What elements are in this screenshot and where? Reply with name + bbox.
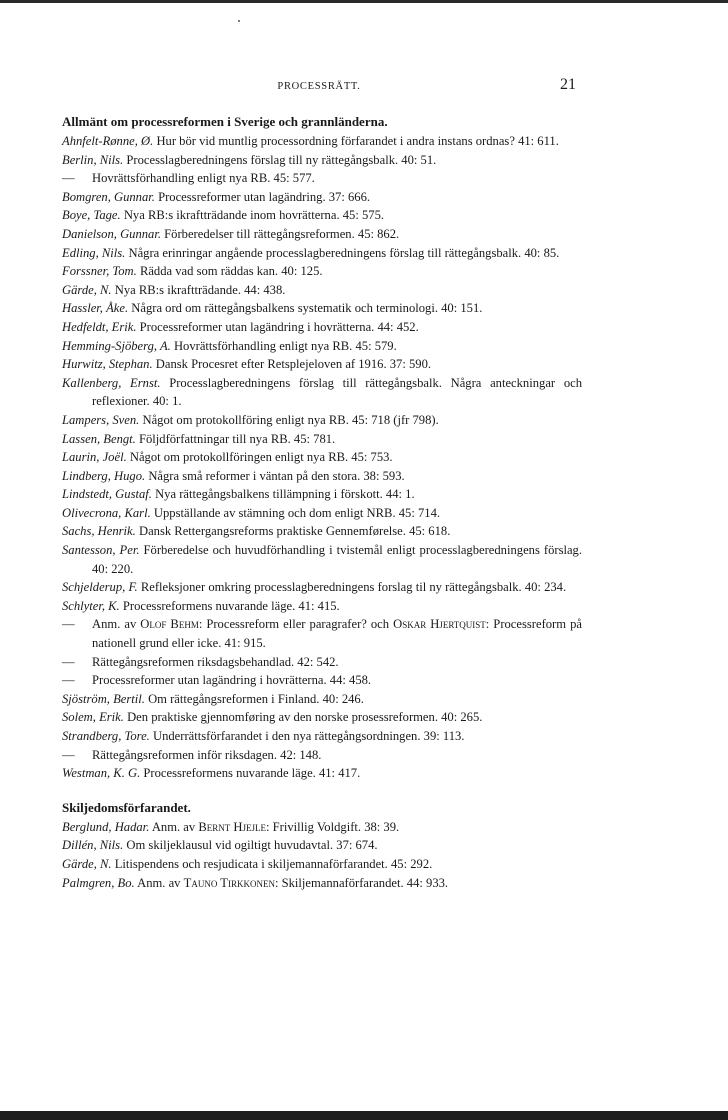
bibliography-entry — [62, 818, 582, 837]
entry-author: Berlin, Nils. — [62, 152, 124, 167]
entry-author: Lampers, Sven. — [62, 412, 140, 427]
bibliography-entry — [62, 281, 582, 300]
entry-title: Hovrättsförhandling enligt nya RB. 45: 579. — [173, 338, 397, 353]
entry-prefix: Anm. av — [92, 617, 141, 632]
entry-author: Olivecrona, Karl. — [62, 505, 151, 520]
page-body — [62, 112, 582, 892]
section-heading: Skiljedomsförfarandet. — [62, 799, 191, 815]
entry-author: Laurin, Joël. — [62, 450, 127, 465]
entry-author: Westman, K. G. — [62, 766, 141, 781]
reviewed-author: Bernt Hjejle — [198, 819, 266, 834]
entry-title: Uppställande av stämning och dom enligt NRB. 45: 714. — [153, 505, 441, 520]
entry-title: Processreformer utan lagändring i hovrätterna. 44: 452. — [139, 319, 419, 334]
entry-author: Hassler, Åke. — [62, 301, 129, 316]
entry-author: Kallenberg, Ernst. — [62, 375, 161, 390]
entry-title: Processreformens nuvarande läge. 41: 415. — [122, 598, 340, 613]
entry-title: Rättegångsreformen riksdagsbehandlad. 42: 542. — [92, 654, 339, 669]
entry-title: Rättegångsreformen inför riksdagen. 42: 148. — [92, 747, 322, 762]
entry-author: Strandberg, Tore. — [62, 729, 150, 743]
entry-author: Lindberg, Hugo. — [62, 468, 146, 483]
entry-title: Processreformens nuvarande läge. 41: 417. — [143, 766, 361, 781]
entry-prefix: Anm. av — [137, 875, 184, 890]
entry-title: : Processreform på nationell grund eller icke. 41: 915. — [92, 617, 582, 651]
entry-author: Hemming-Sjöberg, A. — [62, 338, 171, 353]
entry-author: Palmgren, Bo. — [62, 875, 135, 890]
bibliography-entry — [62, 874, 582, 893]
bibliography-entry — [62, 597, 582, 616]
bibliography-entry — [62, 615, 582, 652]
top-edge-rule — [0, 0, 728, 3]
bibliography-entry — [62, 764, 582, 783]
bibliography-entry — [62, 244, 582, 263]
bibliography-entry — [62, 708, 582, 727]
bibliography-entry — [62, 671, 582, 690]
reviewed-author: Tauno Tirkkonen — [183, 875, 275, 890]
page-number: 21 — [560, 76, 576, 93]
bibliography-entry — [62, 169, 582, 188]
section-skiljedom — [62, 798, 582, 892]
bibliography-entry — [62, 225, 582, 244]
bibliography-entry — [62, 504, 582, 523]
entry-prefix: Anm. av — [151, 819, 199, 834]
entry-title: Om rättegångsreformen i Finland. 40: 246. — [148, 691, 364, 706]
entry-title: Några små reformer i väntan på den stora. 38: 593. — [148, 468, 405, 483]
entry-author: Berglund, Hadar. — [62, 819, 150, 834]
entry-title: Några ord om rättegångsbalkens systematik och terminologi. 40: 151. — [131, 301, 483, 316]
entry-title: Något om protokollföring enligt nya RB. 45: 718 (jfr 798). — [142, 412, 439, 427]
bibliography-entry — [62, 836, 582, 855]
entry-author: Schlyter, K. — [62, 598, 120, 613]
entry-title: Hur bör vid muntlig processordning förfarandet i andra instans ordnas? 41: 611. — [156, 134, 559, 148]
bibliography-entry — [62, 318, 582, 337]
entry-title: Refleksjoner omkring processlagberedningens forslag til ny rättegångsbalk. 40: 234. — [140, 580, 567, 595]
same-author-dash: — — [62, 171, 75, 186]
entry-title: Om skiljeklausul vid ogiltigt huvudavtal. 37: 674. — [126, 838, 378, 853]
entry-title: Den praktiske gjennomføring av den norske prosessreformen. 40: 265. — [127, 710, 483, 725]
entry-title: Förberedelse och huvudförhandling i tvistemål enligt processlagberedningens förslag. 40: 220. — [92, 543, 583, 576]
bibliography-entry — [62, 485, 582, 504]
reviewed-author: Oskar Hjertquist — [393, 617, 486, 632]
entry-title: Processlagberedningens förslag till ny rättegångsbalk. 40: 51. — [126, 152, 437, 167]
entry-title: Några erinringar angående processlagberedningens förslag till rättegångsbalk. 40: 85. — [128, 245, 560, 260]
entry-title: Processreformer utan lagändring. 37: 666. — [158, 189, 371, 204]
bibliography-entry — [62, 727, 582, 746]
same-author-dash: — — [62, 673, 75, 688]
entry-author: Boye, Tage. — [62, 208, 121, 223]
bibliography-entry — [62, 448, 582, 467]
entry-title: Rädda vad som räddas kan. 40: 125. — [139, 264, 323, 279]
entry-author: Dillén, Nils. — [62, 838, 124, 853]
bibliography-entry — [62, 374, 582, 411]
entry-author: Ahnfelt-Rønne, Ø. — [62, 134, 154, 148]
entry-title: Litispendens och resjudicata i skiljemannaförfarandet. 45: 292. — [114, 856, 433, 871]
bibliography-entry — [62, 855, 582, 874]
entry-author: Lindstedt, Gustaf. — [62, 487, 152, 502]
entry-list — [62, 132, 582, 783]
entry-title: Processlagberedningens förslag till rättegångsbalk. Några anteckningar och reflexioner. 40: 1. — [92, 375, 583, 409]
bibliography-entry — [62, 262, 582, 281]
same-author-dash: — — [62, 747, 75, 762]
bibliography-entry — [62, 355, 582, 374]
bibliography-entry — [62, 299, 582, 318]
entry-title: Följdförfattningar till nya RB. 45: 781. — [138, 431, 336, 446]
bibliography-entry — [62, 151, 582, 170]
bibliography-entry — [62, 188, 582, 207]
entry-title: : Skiljemannaförfarandet. 44: 933. — [274, 875, 449, 890]
entry-title: Nya rättegångsbalkens tillämpning i förskott. 44: 1. — [155, 487, 415, 502]
entry-author: Hurwitz, Stephan. — [62, 357, 153, 372]
entry-author: Lassen, Bengt. — [62, 431, 136, 446]
entry-title: Underrättsförfarandet i den nya rättegångsordningen. 39: 113. — [152, 729, 465, 743]
same-author-dash: — — [62, 654, 75, 669]
entry-author: Gärde, N. — [62, 282, 112, 297]
entry-title: Nya RB:s ikraftträdande inom hovrätterna. 45: 575. — [123, 208, 385, 223]
entry-author: Solem, Erik. — [62, 710, 124, 725]
entry-title-part: : Processreform eller paragrafer? och — [198, 617, 394, 632]
entry-title: Processreformer utan lagändring i hovrätterna. 44: 458. — [92, 673, 372, 688]
entry-author: Hedfeldt, Erik. — [62, 319, 137, 334]
bibliography-entry — [62, 746, 582, 765]
running-title: PROCESSRÄTT. — [277, 81, 361, 92]
entry-author: Sjöström, Bertil. — [62, 691, 145, 706]
bottom-edge-rule — [0, 1111, 728, 1120]
entry-title: Nya RB:s ikraftträdande. 44: 438. — [114, 282, 286, 297]
bibliography-entry — [62, 653, 582, 672]
bibliography-entry — [62, 337, 582, 356]
section-processreform — [62, 112, 582, 783]
entry-title: Hovrättsförhandling enligt nya RB. 45: 577. — [92, 171, 315, 186]
entry-author: Sachs, Henrik. — [62, 524, 136, 539]
entry-author: Edling, Nils. — [62, 245, 126, 260]
entry-author: Gärde, N. — [62, 856, 112, 871]
bibliography-entry — [62, 132, 582, 151]
entry-author: Forssner, Tom. — [62, 264, 137, 279]
bibliography-entry — [62, 206, 582, 225]
entry-title: Dansk Rettergangsreforms praktiske Gennemførelse. 45: 618. — [138, 524, 451, 539]
entry-author: Schjelderup, F. — [62, 580, 138, 595]
entry-author: Danielson, Gunnar. — [62, 226, 162, 241]
bibliography-entry — [62, 578, 582, 597]
bibliography-entry — [62, 467, 582, 486]
same-author-dash: — — [62, 617, 75, 632]
entry-title: Något om protokollföringen enligt nya RB. 45: 753. — [129, 450, 393, 465]
bibliography-entry — [62, 522, 582, 541]
bibliography-entry — [62, 690, 582, 709]
bibliography-entry — [62, 430, 582, 449]
bibliography-entry — [62, 411, 582, 430]
section-heading: Allmänt om processreformen i Sverige och grannländerna. — [62, 114, 388, 129]
page-header — [62, 76, 576, 98]
reviewed-author: Olof Behm — [140, 617, 199, 632]
entry-author: Santesson, Per. — [62, 543, 140, 558]
entry-title: Förberedelser till rättegångsreformen. 45: 862. — [164, 226, 400, 241]
entry-title: Dansk Procesret efter Retsplejeloven af 1916. 37: 590. — [155, 357, 432, 372]
entry-title: : Frivillig Voldgift. 38: 39. — [265, 819, 400, 834]
entry-list — [62, 818, 582, 892]
bibliography-entry — [62, 541, 582, 578]
scan-speck — [238, 20, 240, 22]
entry-author: Bomgren, Gunnar. — [62, 189, 155, 204]
